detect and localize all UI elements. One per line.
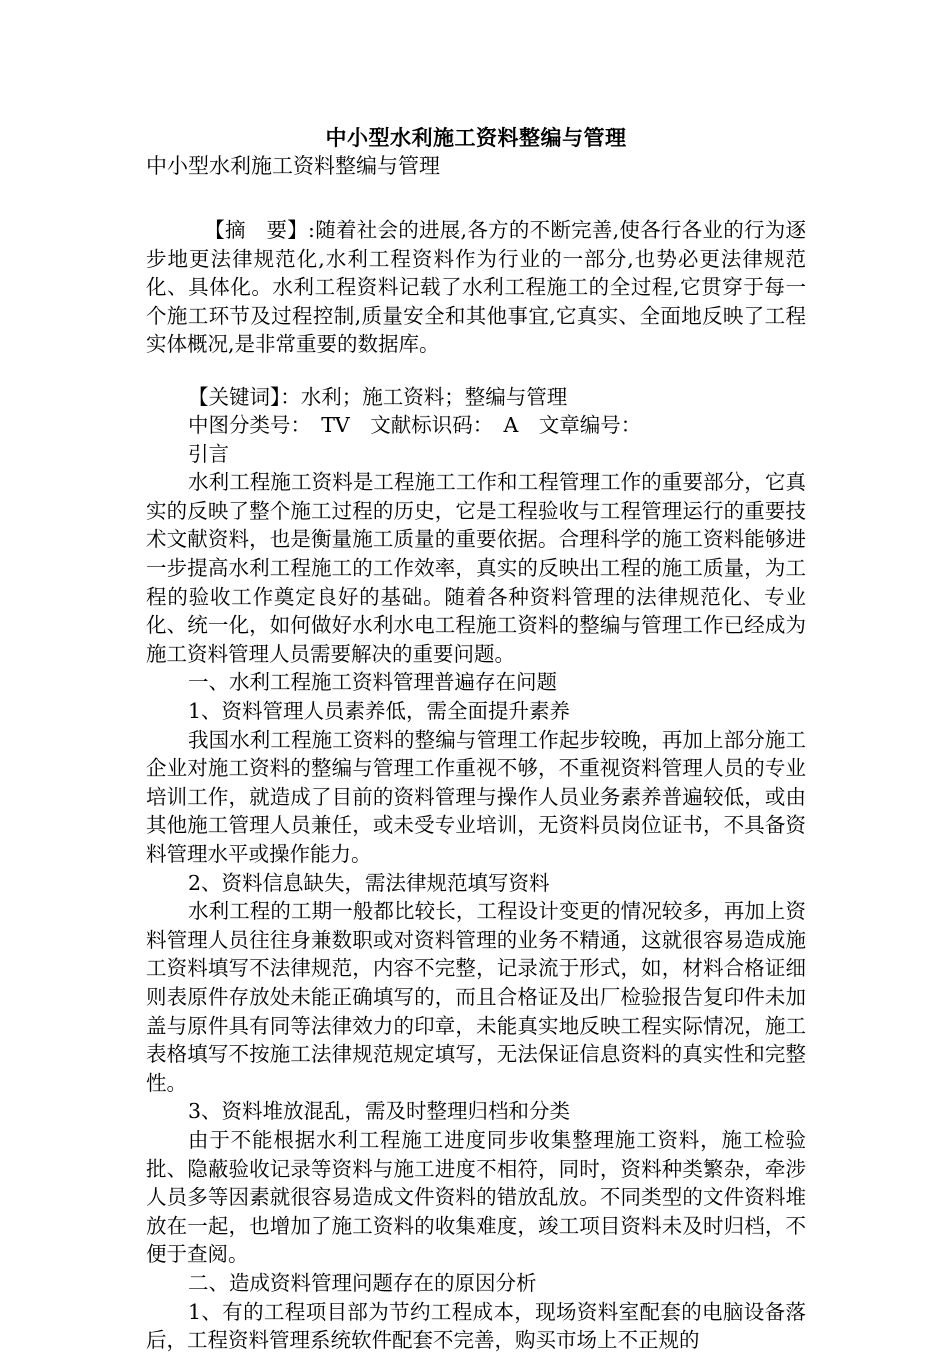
- document-page: [146, 124, 806, 1355]
- intro-paragraph: 水利工程施工资料是工程施工工作和工程管理工作的重要部分，它真实的反映了整个施工过程的历史，它是工程验收与工程管理运行的重要技术文献资料，也是衡量施工质量的重要依据。合理科学的施工资料能够进一步提高水利工程施工的工作效率，真实的反映出工程的施工质量，为工程的验收工作奠定良好的基础。随着各种资料管理的法律规范化、专业化、统一化，如何做好水利水电工程施工资料的整编与管理工作已经成为施工资料管理人员需要解决的重要问题。: [146, 470, 806, 666]
- subsection-paragraph-2-1: 1、有的工程项目部为节约工程成本，现场资料室配套的电脑设备落后，工程资料管理系统软件配套不完善，购买市场上不正规的: [146, 1299, 806, 1353]
- document-title: 中小型水利施工资料整编与管理: [325, 125, 627, 150]
- subsection-paragraph-1-2: 水利工程的工期一般都比较长，工程设计变更的情况较多，再加上资料管理人员往往身兼数职或对资料管理的业务不精通，这就很容易造成施工资料填写不法律规范，内容不完整，记录流于形式，如，材料合格证细则表原件存放处未能正确填写的，而且合格证及出厂检验报告复印件未加盖与原件具有同等法律效力的印章，未能真实地反映工程实际情况，施工表格填写不按施工法律规范规定填写，无法保证信息资料的真实性和完整性。: [146, 899, 806, 1095]
- subsection-heading-1-3: 3、资料堆放混乱，需及时整理归档和分类: [188, 1099, 571, 1124]
- section-heading-1: 一、水利工程施工资料管理普遍存在问题: [188, 670, 557, 695]
- keywords-line: 【关键词】：水利；施工资料；整编与管理: [188, 384, 568, 409]
- abstract-text: 【摘 要】:随着社会的进展,各方的不断完善,使各行各业的行为逐步地更法律规范化,水利工程资料作为行业的一部分,也势必更法律规范化、具体化。水利工程资料记载了水利工程施工的全过程,它贯穿于每一个施工环节及过程控制,质量安全和其他事宜,它真实、全面地反映了工程实体概况,是非常重要的数据库。: [146, 218, 806, 356]
- intro-heading: 引言: [188, 441, 229, 466]
- subsection-paragraph-1-1: 我国水利工程施工资料的整编与管理工作起步较晚，再加上部分施工企业对施工资料的整编与管理工作重视不够，不重视资料管理人员的专业培训工作，就造成了目前的资料管理与操作人员业务素养普遍较低，或由其他施工管理人员兼任，或未受专业培训，无资料员岗位证书，不具备资料管理水平或操作能力。: [146, 727, 806, 866]
- subsection-heading-1-2: 2、资料信息缺失，需法律规范填写资料: [188, 870, 550, 895]
- abstract-paragraph: [146, 216, 806, 359]
- classification-line: 中图分类号： TV 文献标识码： A 文章编号：: [188, 413, 642, 438]
- section-heading-2: 二、造成资料管理问题存在的原因分析: [188, 1270, 537, 1295]
- subsection-paragraph-1-3: 由于不能根据水利工程施工进度同步收集整理施工资料，施工检验批、隐蔽验收记录等资料与施工进度不相符，同时，资料种类繁杂，牵涉人员多等因素就很容易造成文件资料的错放乱放。不同类型的文件资料堆放在一起，也增加了施工资料的收集难度，竣工项目资料未及时归档，不便于查阅。: [146, 1127, 806, 1267]
- subsection-heading-1-1: 1、资料管理人员素养低，需全面提升素养: [188, 699, 571, 724]
- document-subtitle: 中小型水利施工资料整编与管理: [146, 154, 440, 178]
